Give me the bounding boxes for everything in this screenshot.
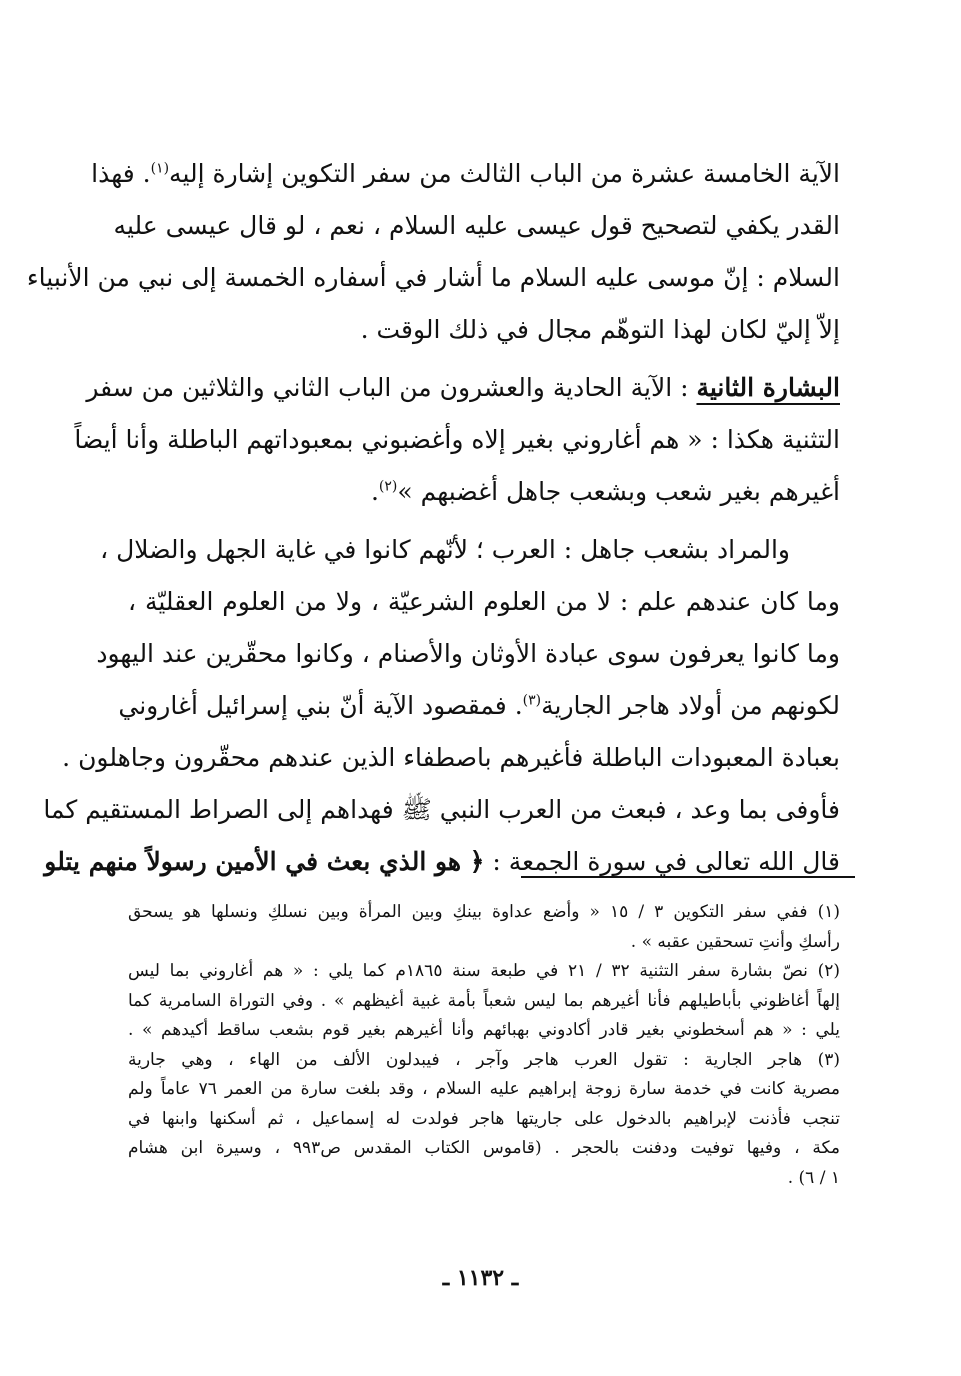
text-line: بعبادة المعبودات الباطلة فأغيرهم باصطفاء الذين عندهم محقّرون وجاهلون . <box>62 743 840 772</box>
footnote-line: (١) ففي سفر التكوين ٣ / ١٥ « وأضع عداوة بينكِ وبين المرأة وبين نسلكِ ونسلها هو يسحق <box>128 902 840 922</box>
footnote-1 <box>128 898 840 957</box>
footnote-line: إلهاً أغاظوني بأباطيلهم فأنا أغيرهم بما ليس شعباً بأمة غبية أغيظهم » . وفي التوراة السامرية كما <box>128 990 840 1011</box>
text-line: إلاّ إليّ لكان لهذا التوهّم مجال في ذلك الوقت . <box>360 315 840 344</box>
footnote-line: مكة ، وفيها توفيت ودفنت بالحجر . (قاموس الكتاب المقدس ص٩٩٣ ، وسيرة ابن هشام <box>128 1138 840 1158</box>
footnote-line: ١ / ٦) . <box>787 1167 840 1188</box>
footnotes <box>128 898 840 1193</box>
footnote-line: يلي : « هم أسخطوني بغير قادر أكادوني بهبائهم وأنا أغيرهم بغير قوم بشعب ساقط أكيدهم » . <box>128 1020 840 1040</box>
footnote-line: تنجب فأذنت لإبراهيم بالدخول على جاريتها هاجر فولدت له إسماعيل ، ثم أسكنها وابنها في <box>128 1108 840 1129</box>
text-line: الآية الخامسة عشرة من الباب الثالث من سفر التكوين إشارة إليه$^{(١)}$. فهذا <box>91 159 840 188</box>
text-line: لكونهم من أولاد هاجر الجارية$^{(٣)}$. فمقصود الآية أنّ بني إسرائيل أغاروني <box>118 691 840 720</box>
footnote-ref-3[interactable]: (٣) <box>522 692 542 709</box>
footnote-line: (٢) نصّ بشارة سفر التثنية ٣٢ / ٢١ في طبعة سنة ١٨٦٥م كما يلي : « هم أغاروني بما ليس <box>128 961 840 981</box>
text-line: أغيرهم بغير شعب وبشعب جاهل أغضبهم »$^{(٢)}$. <box>370 477 840 506</box>
section-heading: البشارة الثانية <box>696 373 840 402</box>
text-line: وما كان عندهم علم : لا من العلوم الشرعيّة ، ولا من العلوم العقليّة ، <box>128 587 840 616</box>
main-text <box>26 148 840 888</box>
text-line: البشارة الثانية : الآية الحادية والعشرون من الباب الثاني والثلاثين من سفر <box>86 373 840 402</box>
text-line: التثنية هكذا : « هم أغاروني بغير إلاه وأغضبوني بمعبوداتهم الباطلة وأنا أيضاً <box>74 425 840 454</box>
footnote-ref-1[interactable]: (١) <box>150 160 170 177</box>
footnote-ref-2[interactable]: (٢) <box>378 478 398 495</box>
paragraph-2 <box>74 362 840 518</box>
footnote-line: رأسكِ وأنتِ تسحقين عقبه » . <box>630 931 840 952</box>
text-line: وما كانوا يعرفون سوى عبادة الأوثان والأصنام ، وكانوا محقّرين عند اليهود <box>96 639 840 668</box>
page-number: ـ ١١٣٢ ـ <box>442 1265 519 1291</box>
text-line: فأوفى بما وعد ، فبعث من العرب النبي ﷺ فهداهم إلى الصراط المستقيم كما <box>43 795 840 824</box>
text-line: قال الله تعالى في سورة الجمعة : ﴿ هو الذي بعث في الأمين رسولاً منهم يتلو <box>44 847 840 876</box>
quran-quote: ﴿ هو الذي بعث في الأمين رسولاً منهم يتلو <box>44 847 485 876</box>
footnote-line: (٣) هاجر الجارية : تقول العرب هاجر وآجر ، فيبدلون الألف من الهاء ، وهي جارية <box>128 1049 840 1070</box>
footnote-divider <box>521 876 855 878</box>
text-line: والمراد بشعب جاهل : العرب ؛ لأنّهم كانوا في غاية الجهل والضلال ، <box>100 535 790 564</box>
paragraph-3 <box>43 524 840 888</box>
text-line: القدر يكفي لتصحيح قول عيسى عليه السلام ، نعم ، لو قال عيسى عليه <box>113 211 840 240</box>
paragraph-1 <box>26 148 840 356</box>
text-line: السلام : إنّ موسى عليه السلام ما أشار في أسفاره الخمسة إلى نبي من الأنبياء <box>26 263 840 292</box>
footnote-3 <box>128 1046 840 1194</box>
footnote-line: مصرية كانت في خدمة سارة زوجة إبراهيم عليه السلام ، وقد بلغت سارة من العمر ٧٦ عاماً ولم <box>128 1079 840 1099</box>
footnote-2 <box>128 957 840 1046</box>
